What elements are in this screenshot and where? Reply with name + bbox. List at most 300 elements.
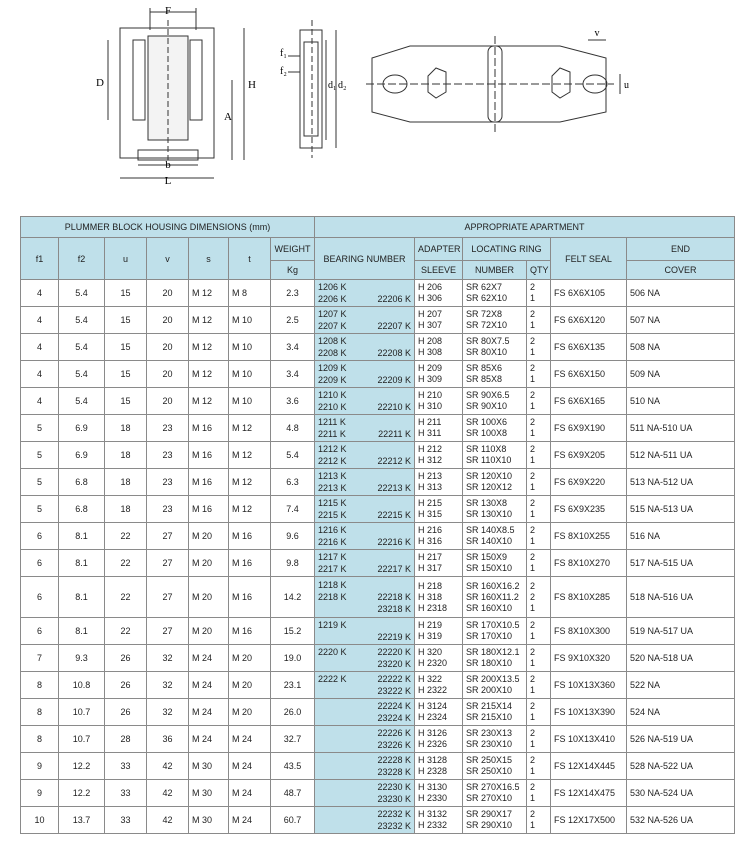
- cell-f2: 12.2: [59, 780, 105, 807]
- cell-qty-line-1: 2: [530, 580, 536, 591]
- col-weight: WEIGHT: [271, 238, 315, 261]
- cell-qty: [527, 469, 551, 496]
- cell-u: 22: [105, 618, 147, 645]
- cell-u: 18: [105, 442, 147, 469]
- cell-f1: 5: [21, 415, 59, 442]
- cell-t: M 12: [229, 496, 271, 523]
- cell-qty: [527, 618, 551, 645]
- label-H: H: [248, 79, 256, 91]
- cell-bearing-number: [315, 753, 415, 780]
- cell-u: 26: [105, 672, 147, 699]
- cell-bearing-number: [315, 496, 415, 523]
- cell-t: M 10: [229, 361, 271, 388]
- cell-locating-ring-line-2: SR 290X10: [466, 820, 513, 830]
- cell-qty-line-2: 1: [530, 320, 536, 330]
- cell-f1: 6: [21, 577, 59, 618]
- bearing-number-3: 22207 K: [377, 321, 411, 331]
- cell-bearing-number: [315, 672, 415, 699]
- label-d1: d₁: [328, 80, 337, 91]
- cell-s: M 20: [189, 618, 229, 645]
- cell-locating-ring-line-2: SR 270X10: [466, 793, 513, 803]
- cell-felt-seal: FS 8X10X300: [551, 618, 627, 645]
- table-row: [21, 699, 735, 726]
- label-b: b: [165, 159, 171, 171]
- cell-locating-ring: [463, 280, 527, 307]
- cell-bearing-number: [315, 523, 415, 550]
- cell-f2: 6.8: [59, 496, 105, 523]
- col-s: s: [189, 238, 229, 280]
- bearing-number-1: 2222 K: [318, 674, 347, 684]
- cell-weight: 32.7: [271, 726, 315, 753]
- cell-u: 33: [105, 753, 147, 780]
- bearing-number-2: 2218 K: [318, 592, 347, 602]
- label-f1: f₁: [280, 48, 287, 59]
- cell-bearing-number: [315, 807, 415, 834]
- cell-f2: 10.7: [59, 699, 105, 726]
- cell-t: M 16: [229, 577, 271, 618]
- bearing-number-3: 22215 K: [377, 510, 411, 520]
- cell-locating-ring: [463, 388, 527, 415]
- cell-adapter-sleeve: [415, 442, 463, 469]
- cell-qty-line-1: 2: [530, 620, 536, 630]
- cell-weight: 2.3: [271, 280, 315, 307]
- cell-felt-seal: FS 6X9X190: [551, 415, 627, 442]
- cell-adapter-sleeve-line-1: H 212: [418, 444, 443, 454]
- cell-locating-ring: [463, 780, 527, 807]
- cell-qty-line-2: 1: [530, 685, 536, 695]
- cell-f2: 13.7: [59, 807, 105, 834]
- col-cover: COVER: [627, 261, 735, 280]
- cell-adapter-sleeve-line-2: H 306: [418, 293, 443, 303]
- cell-weight: 9.6: [271, 523, 315, 550]
- bearing-number-2: 2206 K: [318, 294, 347, 304]
- cell-felt-seal: FS 6X6X165: [551, 388, 627, 415]
- cell-s: M 12: [189, 307, 229, 334]
- cell-adapter-sleeve: [415, 550, 463, 577]
- cell-locating-ring-line-2: SR 180X10: [466, 658, 513, 668]
- cell-adapter-sleeve-line-2: H 311: [418, 428, 442, 438]
- cell-felt-seal: FS 12X17X500: [551, 807, 627, 834]
- cell-locating-ring-line-2: SR 170X10: [466, 631, 513, 641]
- cell-t: M 8: [229, 280, 271, 307]
- cell-adapter-sleeve-line-2: H 317: [418, 563, 443, 573]
- cell-adapter-sleeve-line-2: H 308: [418, 347, 443, 357]
- cell-qty-line-1: 2: [530, 363, 536, 373]
- cell-f2: 6.9: [59, 442, 105, 469]
- cell-s: M 16: [189, 469, 229, 496]
- cell-f1: 4: [21, 280, 59, 307]
- cell-f1: 8: [21, 672, 59, 699]
- bearing-number-3: 22210 K: [377, 402, 411, 412]
- cell-adapter-sleeve-line-1: H 320: [418, 647, 443, 657]
- cell-qty: [527, 334, 551, 361]
- cell-f1: 5: [21, 496, 59, 523]
- cell-s: M 20: [189, 550, 229, 577]
- cell-end-cover: 519 NA-517 UA: [627, 618, 735, 645]
- cell-end-cover: 507 NA: [627, 307, 735, 334]
- bearing-number-3: 23222 K: [377, 686, 411, 696]
- cell-felt-seal: FS 6X6X135: [551, 334, 627, 361]
- cell-locating-ring: [463, 415, 527, 442]
- cell-s: M 24: [189, 699, 229, 726]
- cell-qty: [527, 550, 551, 577]
- cell-u: 15: [105, 307, 147, 334]
- cell-locating-ring-line-1: SR 100X6: [466, 417, 508, 427]
- cell-locating-ring-line-2: SR 100X8: [466, 428, 508, 438]
- cell-end-cover: 513 NA-512 UA: [627, 469, 735, 496]
- cell-t: M 24: [229, 726, 271, 753]
- cell-adapter-sleeve: [415, 753, 463, 780]
- cell-qty-line-1: 2: [530, 701, 536, 711]
- table-row: [21, 496, 735, 523]
- cell-adapter-sleeve-line-1: H 209: [418, 363, 443, 373]
- cell-locating-ring: [463, 361, 527, 388]
- cell-adapter-sleeve-line-1: H 208: [418, 336, 443, 346]
- cell-locating-ring: [463, 672, 527, 699]
- cell-s: M 30: [189, 780, 229, 807]
- label-v: v: [594, 28, 600, 39]
- cell-bearing-number: [315, 699, 415, 726]
- cell-qty-line-1: 2: [530, 390, 536, 400]
- cell-felt-seal: FS 12X14X475: [551, 780, 627, 807]
- cell-felt-seal: FS 6X6X105: [551, 280, 627, 307]
- cell-adapter-sleeve-line-2: H 312: [418, 455, 443, 465]
- cell-qty-line-2: 1: [530, 820, 536, 830]
- cell-u: 15: [105, 388, 147, 415]
- cell-f1: 9: [21, 780, 59, 807]
- cell-f2: 5.4: [59, 388, 105, 415]
- bearing-number-1: 1207 K: [318, 309, 347, 319]
- bearing-number-1: 1219 K: [318, 620, 347, 630]
- cell-adapter-sleeve-line-2: H 2324: [418, 712, 448, 722]
- cell-v: 32: [147, 645, 189, 672]
- bearing-number-2: 2216 K: [318, 537, 347, 547]
- cell-f1: 5: [21, 442, 59, 469]
- cell-adapter-sleeve-line-3: H 2318: [418, 602, 448, 613]
- cell-f1: 5: [21, 469, 59, 496]
- col-u: u: [105, 238, 147, 280]
- cell-qty-line-2: 1: [530, 793, 536, 803]
- cell-bearing-number: [315, 618, 415, 645]
- table-row: [21, 550, 735, 577]
- bearing-number-3: 22216 K: [377, 537, 411, 547]
- header-appropriate-apartment: APPROPRIATE APARTMENT: [315, 217, 735, 238]
- cell-locating-ring: [463, 726, 527, 753]
- cell-s: M 12: [189, 388, 229, 415]
- cell-v: 42: [147, 753, 189, 780]
- cell-adapter-sleeve: [415, 388, 463, 415]
- cell-u: 18: [105, 469, 147, 496]
- cell-adapter-sleeve: [415, 334, 463, 361]
- cell-locating-ring-line-2: SR 90X10: [466, 401, 508, 411]
- housing-section-view: [108, 8, 244, 178]
- cell-weight: 3.6: [271, 388, 315, 415]
- cell-f2: 8.1: [59, 523, 105, 550]
- cell-adapter-sleeve: [415, 469, 463, 496]
- cell-locating-ring-line-1: SR 150X9: [466, 552, 508, 562]
- cell-adapter-sleeve-line-2: H 2330: [418, 793, 448, 803]
- bearing-number-3: 23230 K: [377, 794, 411, 804]
- cell-t: M 12: [229, 415, 271, 442]
- cell-f2: 6.8: [59, 469, 105, 496]
- cell-adapter-sleeve-line-2: H 2328: [418, 766, 448, 776]
- table-row: [21, 361, 735, 388]
- cell-qty-line-1: 2: [530, 282, 536, 292]
- cell-locating-ring-line-2: SR 230X10: [466, 739, 513, 749]
- cell-v: 27: [147, 577, 189, 618]
- cell-end-cover: 511 NA-510 UA: [627, 415, 735, 442]
- table-row: [21, 726, 735, 753]
- cell-adapter-sleeve: [415, 672, 463, 699]
- cell-felt-seal: FS 8X10X285: [551, 577, 627, 618]
- table-row: [21, 307, 735, 334]
- cell-end-cover: 509 NA: [627, 361, 735, 388]
- cell-f2: 5.4: [59, 307, 105, 334]
- col-bearing-number: BEARING NUMBER: [315, 238, 415, 280]
- cell-weight: 5.4: [271, 442, 315, 469]
- cell-t: M 10: [229, 334, 271, 361]
- cell-locating-ring-line-2: SR 140X10: [466, 536, 513, 546]
- cell-locating-ring-line-1: SR 290X17: [466, 809, 513, 819]
- bearing-number-2: 2215 K: [318, 510, 347, 520]
- cell-f2: 10.8: [59, 672, 105, 699]
- label-A: A: [224, 111, 232, 123]
- cell-weight: 60.7: [271, 807, 315, 834]
- bearing-number-3: 23232 K: [377, 821, 411, 831]
- bearing-number-1: 2220 K: [318, 647, 347, 657]
- cell-qty-line-1: 2: [530, 809, 536, 819]
- cell-felt-seal: FS 8X10X255: [551, 523, 627, 550]
- cell-locating-ring-line-2: SR 85X8: [466, 374, 503, 384]
- cell-qty: [527, 388, 551, 415]
- cell-u: 26: [105, 699, 147, 726]
- table-row: [21, 388, 735, 415]
- cell-end-cover: 532 NA-526 UA: [627, 807, 735, 834]
- cell-u: 15: [105, 334, 147, 361]
- col-end: END: [627, 238, 735, 261]
- cell-locating-ring-line-1: SR 215X14: [466, 701, 513, 711]
- cell-adapter-sleeve-line-1: H 215: [418, 498, 443, 508]
- cell-f2: 5.4: [59, 334, 105, 361]
- cell-adapter-sleeve-line-2: H 313: [418, 482, 443, 492]
- cell-u: 22: [105, 523, 147, 550]
- cell-adapter-sleeve: [415, 577, 463, 618]
- cell-v: 27: [147, 523, 189, 550]
- bearing-number-1: 1208 K: [318, 336, 347, 346]
- cell-end-cover: 518 NA-516 UA: [627, 577, 735, 618]
- header-housing-dimensions: PLUMMER BLOCK HOUSING DIMENSIONS (mm): [21, 217, 315, 238]
- cell-adapter-sleeve: [415, 280, 463, 307]
- cell-t: M 10: [229, 307, 271, 334]
- cell-f2: 8.1: [59, 550, 105, 577]
- label-u: u: [624, 80, 629, 91]
- cell-f2: 6.9: [59, 415, 105, 442]
- cell-adapter-sleeve-line-1: H 3124: [418, 701, 448, 711]
- cell-qty-line-3: 1: [530, 602, 536, 613]
- label-d2: d₂: [338, 80, 347, 91]
- cell-f1: 8: [21, 726, 59, 753]
- bearing-number-1: 1206 K: [318, 282, 347, 292]
- cell-locating-ring-line-2: SR 250X10: [466, 766, 513, 776]
- col-f2: f2: [59, 238, 105, 280]
- cell-t: M 24: [229, 807, 271, 834]
- cell-s: M 16: [189, 496, 229, 523]
- cell-bearing-number: [315, 307, 415, 334]
- cell-felt-seal: FS 6X9X205: [551, 442, 627, 469]
- cell-qty: [527, 672, 551, 699]
- cell-end-cover: 516 NA: [627, 523, 735, 550]
- cell-u: 15: [105, 361, 147, 388]
- bearing-number-1: 1213 K: [318, 471, 347, 481]
- cell-adapter-sleeve-line-2: H 309: [418, 374, 443, 384]
- bearing-number-3: 22218 K: [377, 592, 411, 602]
- cell-locating-ring-line-1: SR 160X16.2: [466, 580, 520, 591]
- cell-s: M 12: [189, 280, 229, 307]
- cell-adapter-sleeve: [415, 361, 463, 388]
- cell-locating-ring-line-1: SR 120X10: [466, 471, 513, 481]
- cell-qty-line-2: 1: [530, 509, 536, 519]
- cell-t: M 12: [229, 469, 271, 496]
- cell-u: 15: [105, 280, 147, 307]
- cell-v: 27: [147, 618, 189, 645]
- cell-s: M 30: [189, 753, 229, 780]
- cell-locating-ring-line-1: SR 130X8: [466, 498, 508, 508]
- cell-adapter-sleeve-line-1: H 216: [418, 525, 443, 535]
- cell-adapter-sleeve-line-1: H 322: [418, 674, 443, 684]
- cell-weight: 19.0: [271, 645, 315, 672]
- cell-bearing-number: [315, 645, 415, 672]
- cell-adapter-sleeve-line-2: H 318: [418, 591, 443, 602]
- cell-end-cover: 530 NA-524 UA: [627, 780, 735, 807]
- cell-qty-line-1: 2: [530, 498, 536, 508]
- cell-adapter-sleeve-line-1: H 217: [418, 552, 443, 562]
- table-row: [21, 753, 735, 780]
- cell-locating-ring: [463, 442, 527, 469]
- cell-qty: [527, 415, 551, 442]
- cell-adapter-sleeve-line-2: H 2320: [418, 658, 448, 668]
- cell-locating-ring: [463, 469, 527, 496]
- cell-v: 23: [147, 469, 189, 496]
- cell-qty-line-2: 1: [530, 766, 536, 776]
- col-number: NUMBER: [463, 261, 527, 280]
- cell-f2: 8.1: [59, 618, 105, 645]
- cell-bearing-number: [315, 280, 415, 307]
- table-row: [21, 415, 735, 442]
- cell-locating-ring-line-1: SR 270X16.5: [466, 782, 520, 792]
- bearing-number-2: 2207 K: [318, 321, 347, 331]
- bearing-number-1: 1217 K: [318, 552, 347, 562]
- cell-adapter-sleeve-line-1: H 219: [418, 620, 443, 630]
- bearing-number-1b: 22220 K: [377, 647, 411, 657]
- cell-locating-ring: [463, 753, 527, 780]
- col-felt-seal: FELT SEAL: [551, 238, 627, 280]
- cell-t: M 10: [229, 388, 271, 415]
- table-row: [21, 577, 735, 618]
- cell-t: M 20: [229, 672, 271, 699]
- col-sleeve: SLEEVE: [415, 261, 463, 280]
- bearing-number-2: 2212 K: [318, 456, 347, 466]
- bearing-number-1: 1209 K: [318, 363, 347, 373]
- cell-f2: 9.3: [59, 645, 105, 672]
- cell-felt-seal: FS 6X9X220: [551, 469, 627, 496]
- cell-qty-line-1: 2: [530, 417, 536, 427]
- cell-locating-ring: [463, 807, 527, 834]
- col-v: v: [147, 238, 189, 280]
- cell-bearing-number: [315, 469, 415, 496]
- cell-adapter-sleeve: [415, 307, 463, 334]
- cell-f1: 9: [21, 753, 59, 780]
- table-row: [21, 523, 735, 550]
- cell-qty: [527, 496, 551, 523]
- bearing-number-1b: 22230 K: [377, 782, 411, 792]
- cell-weight: 15.2: [271, 618, 315, 645]
- cell-t: M 20: [229, 699, 271, 726]
- cell-locating-ring-line-1: SR 230X13: [466, 728, 513, 738]
- cell-adapter-sleeve-line-1: H 213: [418, 471, 443, 481]
- cell-locating-ring-line-1: SR 180X12.1: [466, 647, 520, 657]
- cell-qty-line-2: 2: [530, 591, 536, 602]
- cell-end-cover: 520 NA-518 UA: [627, 645, 735, 672]
- cell-locating-ring-line-2: SR 110X10: [466, 455, 512, 465]
- cell-qty-line-1: 2: [530, 525, 536, 535]
- cell-locating-ring-line-1: SR 72X8: [466, 309, 503, 319]
- cell-qty: [527, 645, 551, 672]
- cell-weight: 14.2: [271, 577, 315, 618]
- cell-end-cover: 517 NA-515 UA: [627, 550, 735, 577]
- cell-locating-ring-line-2: SR 72X10: [466, 320, 508, 330]
- bearing-number-3: 23228 K: [377, 767, 411, 777]
- cell-qty-line-2: 1: [530, 739, 536, 749]
- cell-adapter-sleeve: [415, 496, 463, 523]
- cell-qty-line-2: 1: [530, 293, 536, 303]
- cell-end-cover: 506 NA: [627, 280, 735, 307]
- cell-s: M 16: [189, 415, 229, 442]
- cell-qty: [527, 780, 551, 807]
- cell-qty-line-1: 2: [530, 309, 536, 319]
- cell-f1: 6: [21, 618, 59, 645]
- col-weight-unit: Kg: [271, 261, 315, 280]
- cell-qty-line-2: 1: [530, 631, 536, 641]
- bearing-number-3: 22213 K: [377, 483, 411, 493]
- cell-qty-line-2: 1: [530, 563, 536, 573]
- cell-weight: 6.3: [271, 469, 315, 496]
- col-f1: f1: [21, 238, 59, 280]
- cell-qty-line-2: 1: [530, 482, 536, 492]
- cell-t: M 16: [229, 550, 271, 577]
- cell-qty-line-1: 2: [530, 647, 536, 657]
- cell-bearing-number: [315, 415, 415, 442]
- cell-locating-ring-line-2: SR 150X10: [466, 563, 513, 573]
- cell-t: M 16: [229, 523, 271, 550]
- cell-t: M 16: [229, 618, 271, 645]
- cell-locating-ring-line-1: SR 85X6: [466, 363, 503, 373]
- cell-locating-ring-line-2: SR 215X10: [466, 712, 513, 722]
- cell-v: 20: [147, 280, 189, 307]
- cell-weight: 3.4: [271, 361, 315, 388]
- bearing-number-1: 1211 K: [318, 417, 346, 427]
- cell-felt-seal: FS 10X13X410: [551, 726, 627, 753]
- bearing-number-3: 22208 K: [377, 348, 411, 358]
- cell-v: 32: [147, 699, 189, 726]
- cell-f2: 12.2: [59, 753, 105, 780]
- cell-qty: [527, 361, 551, 388]
- cell-qty: [527, 726, 551, 753]
- cell-locating-ring-line-1: SR 170X10.5: [466, 620, 520, 630]
- cell-locating-ring-line-2: SR 200X10: [466, 685, 513, 695]
- cell-weight: 23.1: [271, 672, 315, 699]
- spec-table: [20, 216, 735, 834]
- cell-u: 22: [105, 577, 147, 618]
